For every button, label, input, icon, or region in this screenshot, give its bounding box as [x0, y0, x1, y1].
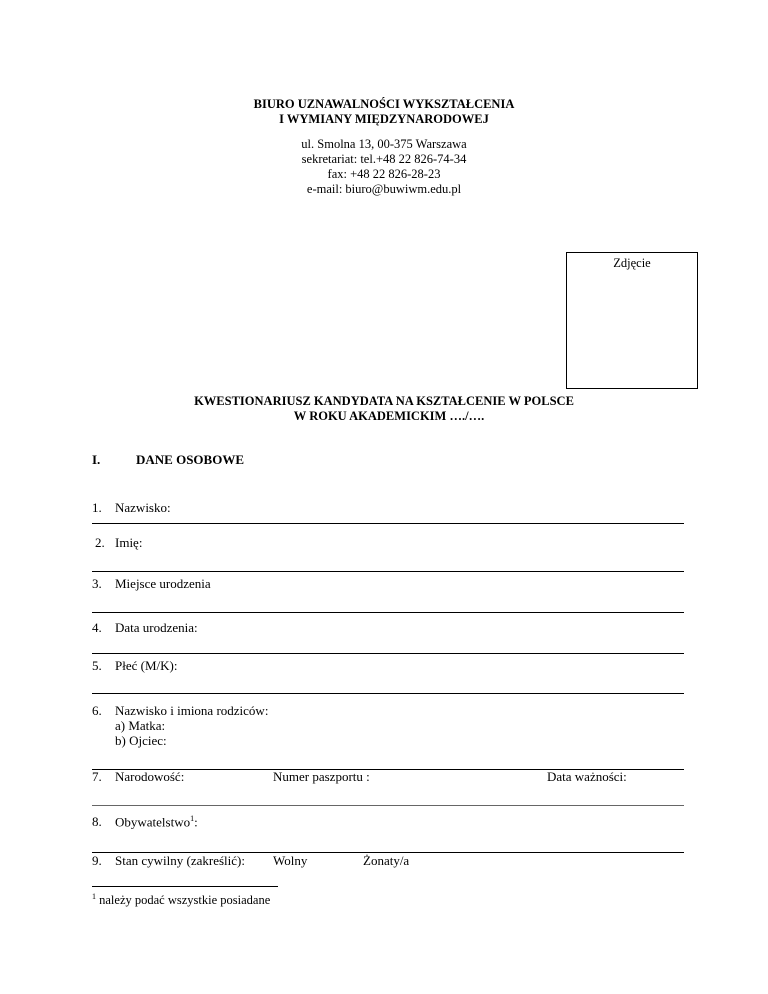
- footnote-separator: [92, 886, 278, 887]
- form-title: [0, 394, 768, 424]
- field-4-label: Data urodzenia:: [115, 620, 198, 635]
- address-fax: fax: +48 22 826-28-23: [327, 167, 441, 181]
- field-3-number: 3.: [92, 576, 102, 591]
- field-1-line[interactable]: [92, 523, 684, 524]
- field-8-number: 8.: [92, 814, 102, 829]
- passport-number-label: Numer paszportu :: [273, 769, 370, 784]
- footnote-reference: 1: [190, 814, 195, 823]
- field-7-label: Narodowość:: [115, 769, 185, 784]
- field-6-mother: a) Matka:: [115, 718, 166, 733]
- section-number: I.: [92, 452, 101, 467]
- field-7-number: 7.: [92, 769, 102, 784]
- field-6-father: b) Ojciec:: [115, 733, 167, 748]
- footnote-mark: 1: [92, 892, 96, 901]
- marital-option-single[interactable]: Wolny: [273, 853, 308, 868]
- field-9-number: 9.: [92, 853, 102, 868]
- field-5-line[interactable]: [92, 693, 684, 694]
- field-8-colon: :: [194, 814, 198, 830]
- section-title: DANE OSOBOWE: [136, 452, 244, 467]
- field-3-line[interactable]: [92, 612, 684, 613]
- photo-label: Zdjęcie: [613, 256, 651, 270]
- field-8-label-wrap: [115, 814, 198, 830]
- address-street: ul. Smolna 13, 00-375 Warszawa: [301, 137, 467, 151]
- footnote-text: należy podać wszystkie posiadane: [99, 893, 271, 908]
- field-6-label: Nazwisko i imiona rodziców:: [115, 703, 269, 718]
- field-5-label: Płeć (M/K):: [115, 658, 178, 673]
- field-2-label: Imię:: [115, 535, 143, 550]
- field-2-number: 2.: [95, 535, 105, 550]
- office-name-line1: BIURO UZNAWALNOŚCI WYKSZTAŁCENIA: [253, 97, 515, 111]
- photo-box: [566, 252, 698, 389]
- validity-date-label: Data ważności:: [547, 769, 627, 784]
- form-title-line1: KWESTIONARIUSZ KANDYDATA NA KSZTAŁCENIE W POLSCE: [194, 394, 574, 408]
- field-7-line[interactable]: [92, 805, 684, 806]
- footnote: [92, 892, 270, 908]
- field-9-label: Stan cywilny (zakreślić):: [115, 853, 245, 868]
- field-3-label: Miejsce urodzenia: [115, 576, 211, 591]
- address-phone: sekretariat: tel.+48 22 826-74-34: [301, 152, 467, 166]
- field-4-line[interactable]: [92, 653, 684, 654]
- form-title-line2: W ROKU AKADEMICKIM …./….: [293, 409, 485, 423]
- marital-option-married[interactable]: Żonaty/a: [363, 853, 410, 868]
- field-2-line[interactable]: [92, 571, 684, 572]
- field-1-label: Nazwisko:: [115, 500, 171, 515]
- office-address: [0, 137, 768, 197]
- field-5-number: 5.: [92, 658, 102, 673]
- field-1-number: 1.: [92, 500, 102, 515]
- office-header: [0, 97, 768, 127]
- office-name-line2: I WYMIANY MIĘDZYNARODOWEJ: [279, 112, 489, 126]
- field-4-number: 4.: [92, 620, 102, 635]
- field-6-number: 6.: [92, 703, 102, 718]
- address-email: e-mail: biuro@buwiwm.edu.pl: [306, 182, 462, 196]
- field-8-label: Obywatelstwo: [115, 814, 191, 830]
